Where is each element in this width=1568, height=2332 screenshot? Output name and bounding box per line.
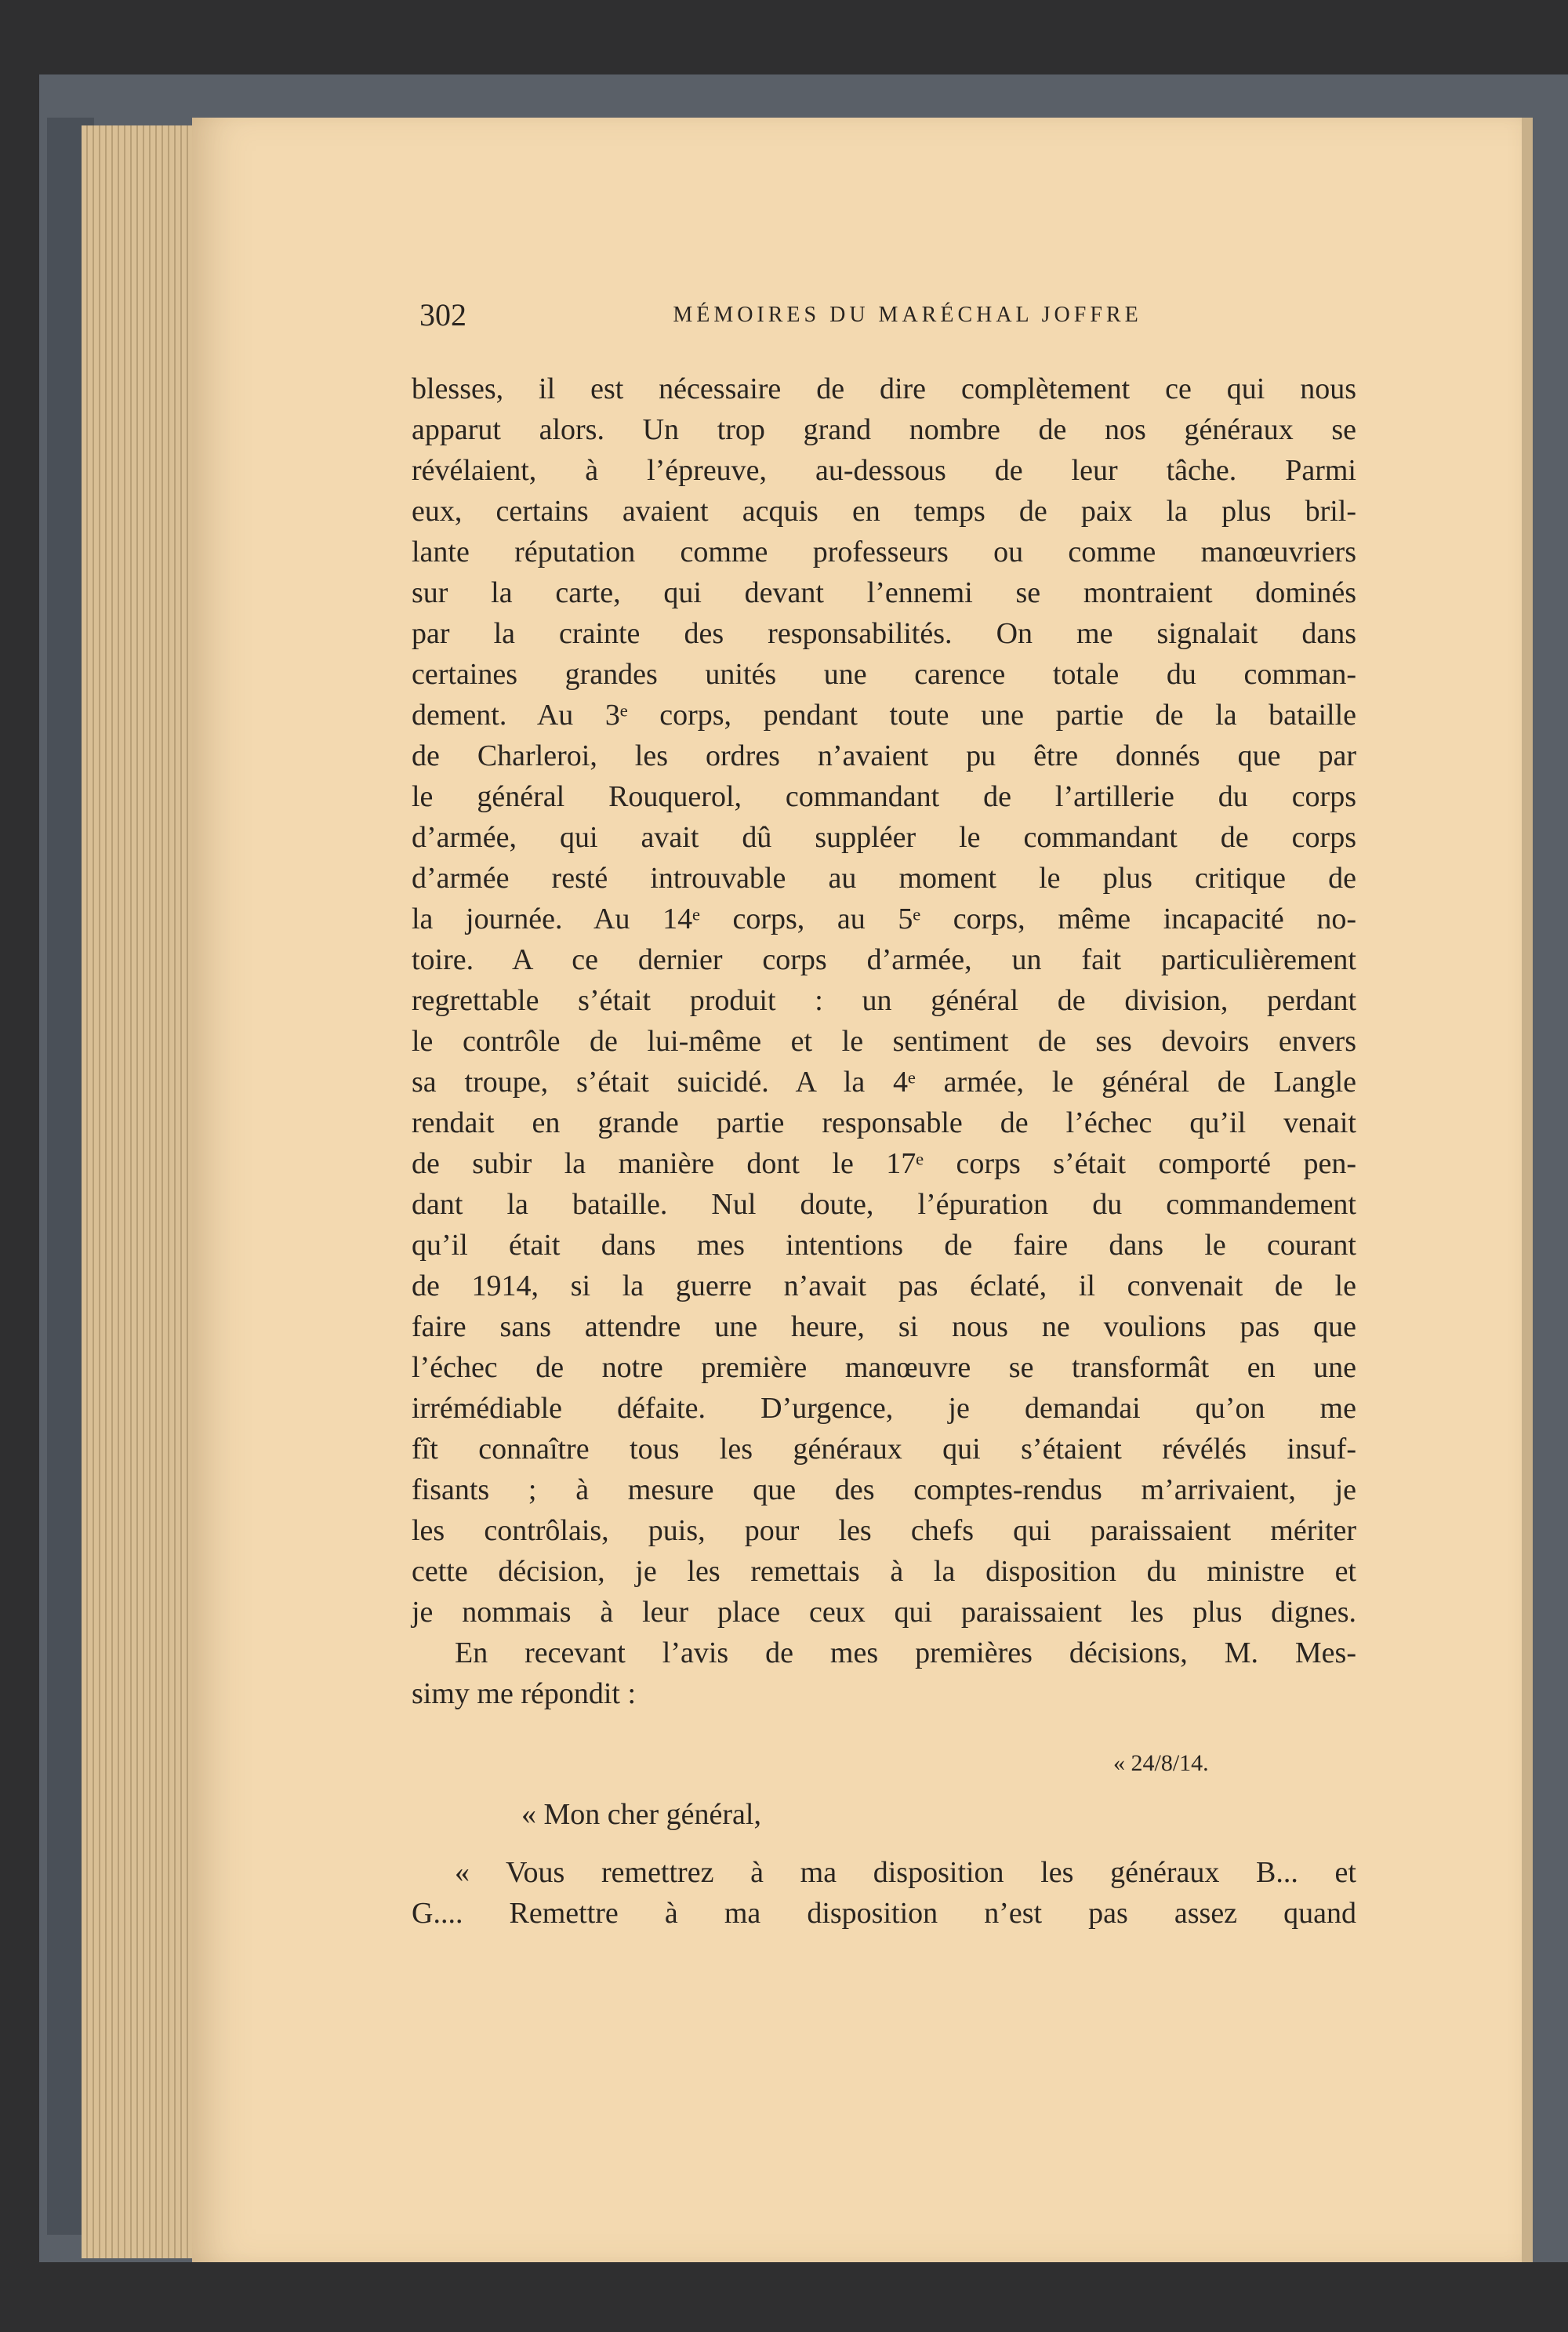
- text-line: lante réputation comme professeurs ou comme manœuvriers: [412, 536, 1356, 568]
- text-line: qu’il était dans mes intentions de faire dans le courant: [412, 1229, 1356, 1262]
- text-line: d’armée resté introuvable au moment le plus critique de: [412, 862, 1356, 895]
- text-line: le contrôle de lui-même et le sentiment de ses devoirs envers: [412, 1025, 1356, 1058]
- text-line: je nommais à leur place ceux qui paraissaient les plus dignes.: [412, 1596, 1356, 1629]
- running-title: MÉMOIRES DU MARÉCHAL JOFFRE: [673, 303, 1142, 327]
- letter-text: [412, 1852, 1356, 1934]
- text-line: apparut alors. Un trop grand nombre de nos généraux se: [412, 413, 1356, 446]
- text-line: d’armée, qui avait dû suppléer le commandant de corps: [412, 821, 1356, 854]
- text-line: En recevant l’avis de mes premières décisions, M. Mes-: [455, 1636, 1356, 1669]
- text-line: sur la carte, qui devant l’ennemi se montraient dominés: [412, 576, 1356, 609]
- text-line: faire sans attendre une heure, si nous ne voulions pas que: [412, 1310, 1356, 1343]
- text-line: sa troupe, s’était suicidé. A la 4ᵉ armée, le général de Langle: [412, 1066, 1356, 1099]
- page-header: [412, 296, 1356, 336]
- page-gutter: [1522, 118, 1533, 2262]
- text-line: dant la bataille. Nul doute, l’épuration du commandement: [412, 1188, 1356, 1221]
- text-line: rendait en grande partie responsable de l’échec qu’il venait: [412, 1106, 1356, 1139]
- text-line: dement. Au 3ᵉ corps, pendant toute une partie de la bataille: [412, 699, 1356, 732]
- letter-salutation: « Mon cher général,: [521, 1798, 761, 1831]
- text-line: blesses, il est nécessaire de dire complètement ce qui nous: [412, 372, 1356, 405]
- text-line: de Charleroi, les ordres n’avaient pu être donnés que par: [412, 739, 1356, 772]
- letter-line: G.... Remettre à ma disposition n’est pas assez quand: [412, 1897, 1356, 1930]
- letter-date: « 24/8/14.: [1113, 1750, 1209, 1776]
- text-line: cette décision, je les remettais à la disposition du ministre et: [412, 1555, 1356, 1588]
- text-line: de subir la manière dont le 17ᵉ corps s’était comporté pen-: [412, 1147, 1356, 1180]
- text-line: le général Rouquerol, commandant de l’artillerie du corps: [412, 780, 1356, 813]
- text-line: de 1914, si la guerre n’avait pas éclaté, il convenait de le: [412, 1270, 1356, 1302]
- text-line: irrémédiable défaite. D’urgence, je demandai qu’on me: [412, 1392, 1356, 1425]
- text-line: l’échec de notre première manœuvre se transformât en une: [412, 1351, 1356, 1384]
- text-line: toire. A ce dernier corps d’armée, un fait particulièrement: [412, 943, 1356, 976]
- body-text: [412, 369, 1356, 1714]
- text-line: eux, certains avaient acquis en temps de paix la plus bril-: [412, 495, 1356, 528]
- letter-line: « Vous remettrez à ma disposition les généraux B... et: [455, 1856, 1356, 1889]
- text-line: fît connaître tous les généraux qui s’étaient révélés insuf-: [412, 1433, 1356, 1466]
- text-line: simy me répondit :: [412, 1677, 637, 1710]
- text-line: fisants ; à mesure que des comptes-rendus m’arrivaient, je: [412, 1473, 1356, 1506]
- text-line: la journée. Au 14ᵉ corps, au 5ᵉ corps, même incapacité no-: [412, 903, 1356, 935]
- text-line: regrettable s’était produit : un général de division, perdant: [412, 984, 1356, 1017]
- text-line: révélaient, à l’épreuve, au-dessous de leur tâche. Parmi: [412, 454, 1356, 487]
- text-line: les contrôlais, puis, pour les chefs qui paraissaient mériter: [412, 1514, 1356, 1547]
- page-edges: [82, 125, 199, 2258]
- text-line: certaines grandes unités une carence totale du comman-: [412, 658, 1356, 691]
- text-line: par la crainte des responsabilités. On me signalait dans: [412, 617, 1356, 650]
- page-number: 302: [419, 297, 466, 332]
